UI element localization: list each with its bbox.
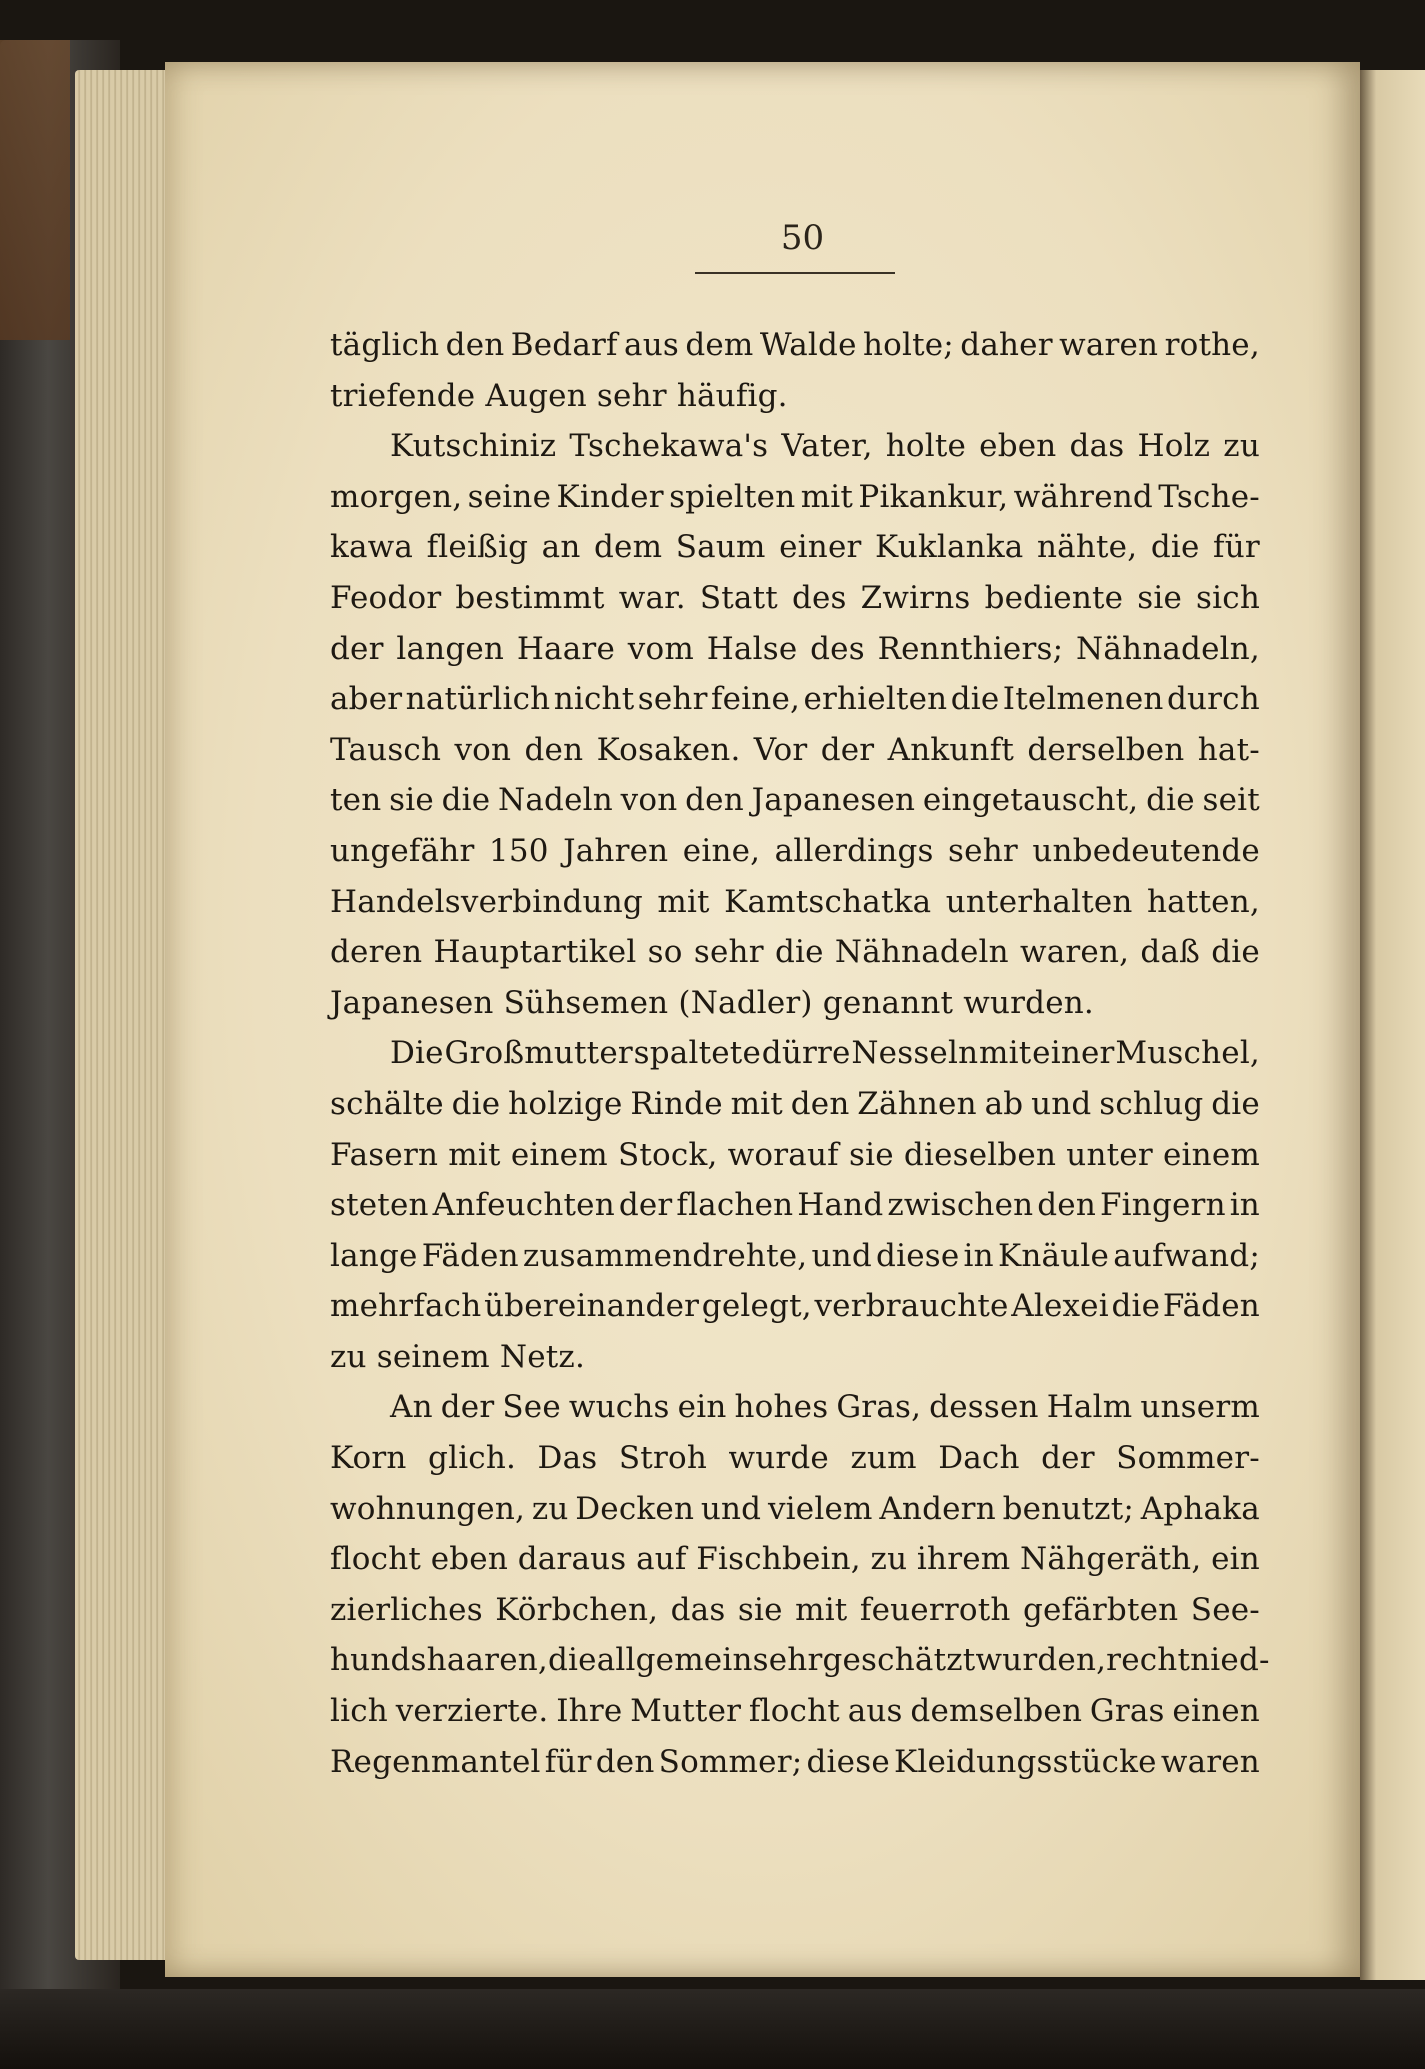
text-line: morgen, seine Kinder spielten mit Pikankur, während Tsche- (330, 478, 1260, 515)
text-line: zierliches Körbchen, das sie mit feuerroth gefärbten See- (330, 1591, 1260, 1628)
text-line: An der See wuchs ein hohes Gras, dessen Halm unserm (390, 1389, 1260, 1426)
text-line: Korn glich. Das Stroh wurde zum Dach der Sommer- (330, 1440, 1260, 1477)
leather-corner (0, 40, 70, 340)
text-line: ungefähr 150 Jahren eine, allerdings sehr unbedeutende (330, 832, 1260, 869)
text-line: wohnungen, zu Decken und vielem Andern benutzt; Aphaka (330, 1490, 1260, 1527)
text-line: Die Großmutter spaltete dürre Nesseln mit einer Muschel, (390, 1035, 1260, 1072)
text-line: Handelsverbindung mit Kamtschatka unterhalten hatten, (330, 883, 1260, 920)
text-line: ten sie die Nadeln von den Japanesen eingetauscht, die seit (330, 782, 1260, 819)
text-line: Tausch von den Kosaken. Vor der Ankunft derselben hat- (330, 731, 1260, 768)
text-line: hundshaaren, die allgemein sehr geschätzt wurden, recht nied- (330, 1642, 1270, 1679)
text-line: steten Anfeuchten der flachen Hand zwischen den Fingern in (330, 1187, 1260, 1224)
text-line: Regenmantel für den Sommer; diese Kleidungsstücke waren (330, 1743, 1260, 1780)
page-number: 50 (780, 218, 825, 258)
text-line: täglich den Bedarf aus dem Walde holte; daher waren rothe, (330, 327, 1260, 363)
page-body-text (330, 320, 1270, 1787)
text-line: lich verzierte. Ihre Mutter flocht aus demselben Gras einen (330, 1693, 1260, 1730)
text-line: mehrfach übereinander gelegt, verbrauchte Alexei die Fäden (330, 1288, 1260, 1325)
text-line: flocht eben daraus auf Fischbein, zu ihrem Nähgeräth, ein (330, 1541, 1260, 1578)
text-line: Feodor bestimmt war. Statt des Zwirns bediente sie sich (330, 579, 1260, 616)
text-line: Japanesen Sühsemen (Nadler) genannt wurden. (330, 984, 1094, 1021)
text-line: Kutschiniz Tschekawa's Vater, holte eben das Holz zu (390, 428, 1260, 465)
book-cover-bottom (0, 1989, 1425, 2069)
text-line: zu seinem Netz. (330, 1338, 585, 1375)
text-line: deren Hauptartikel so sehr die Nähnadeln waren, daß die (330, 934, 1260, 971)
text-line: der langen Haare vom Halse des Rennthiers; Nähnadeln, (330, 630, 1260, 667)
header-rule (695, 272, 895, 274)
text-line: kawa fleißig an dem Saum einer Kuklanka nähte, die für (330, 529, 1260, 566)
text-line: schälte die holzige Rinde mit den Zähnen ab und schlug die (330, 1085, 1260, 1122)
page-edges (75, 70, 175, 1960)
right-page-edge (1360, 70, 1425, 1980)
text-line: lange Fäden zusammendrehte, und diese in Knäule aufwand; (330, 1237, 1260, 1274)
text-line: Fasern mit einem Stock, worauf sie dieselben unter einem (330, 1136, 1260, 1173)
text-line: aber natürlich nicht sehr feine, erhielten die Itelmenen durch (330, 681, 1260, 718)
text-line: triefende Augen sehr häufig. (330, 377, 788, 414)
